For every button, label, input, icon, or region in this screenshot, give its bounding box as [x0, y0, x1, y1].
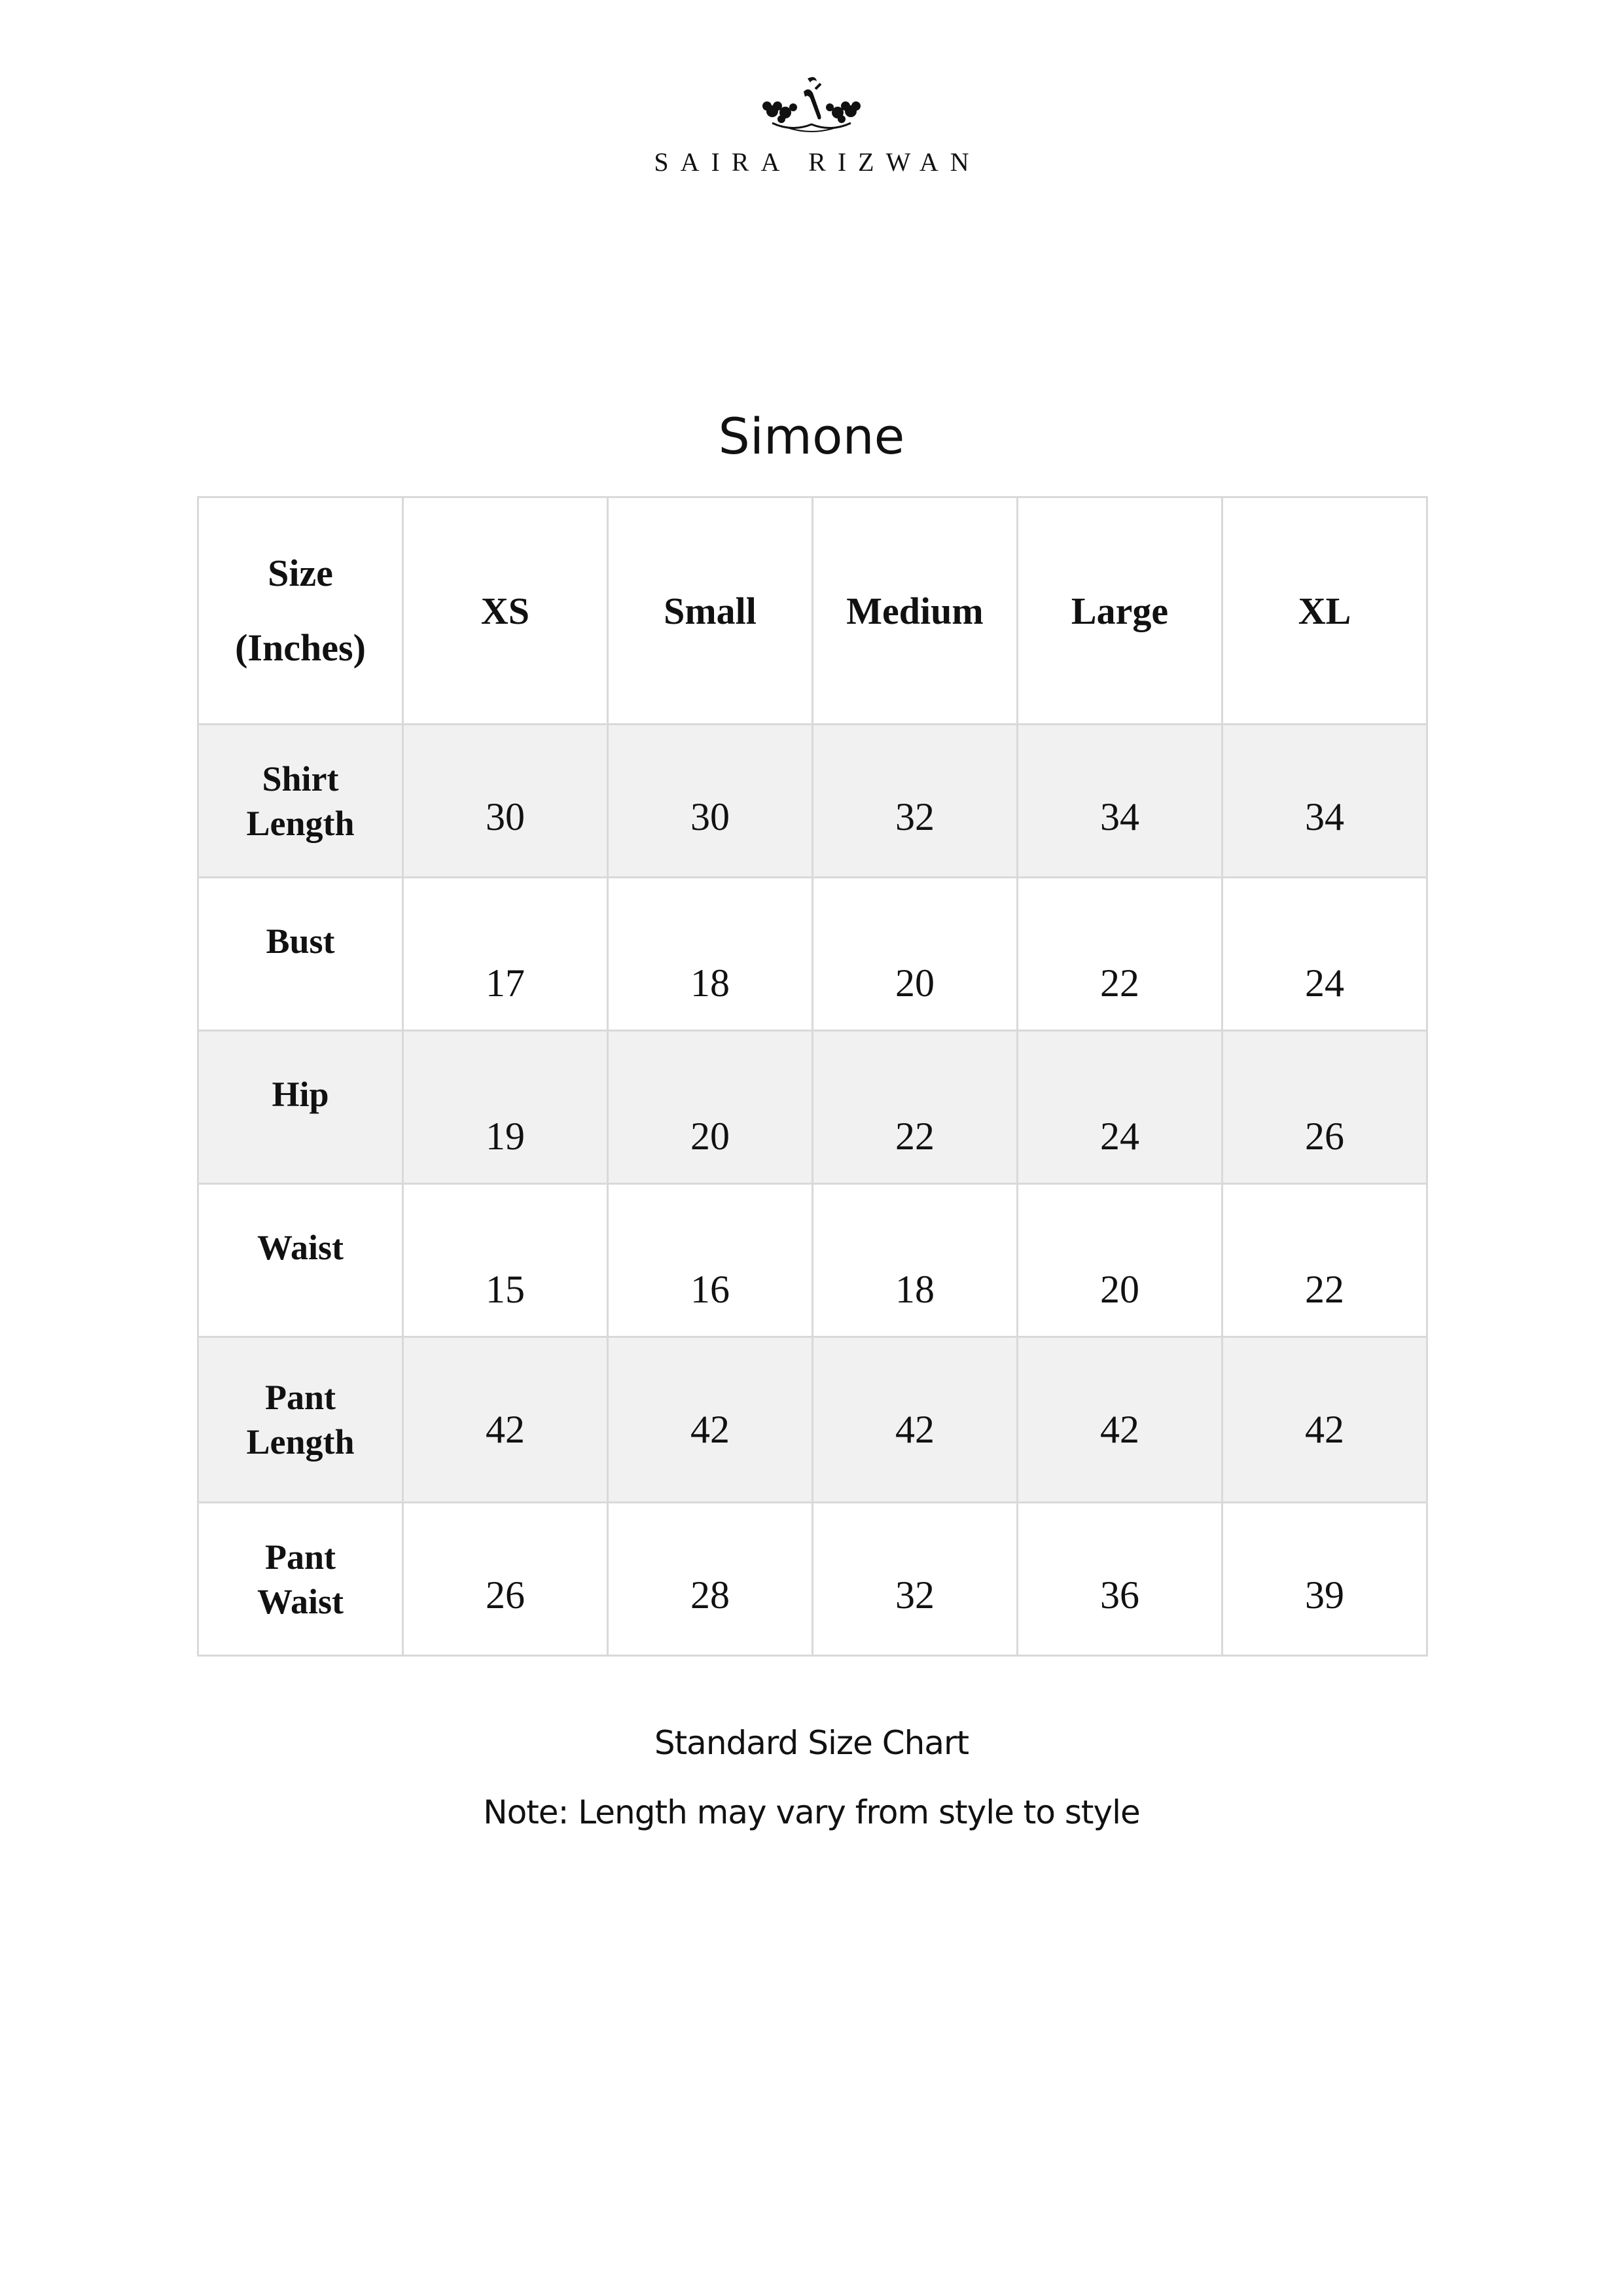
size-chart-table: [197, 496, 1428, 1657]
table-cell: 22: [1018, 878, 1222, 1031]
header-size-small: Small: [608, 497, 813, 725]
row-label-line: Waist: [257, 1228, 344, 1267]
row-label-line: Shirt: [262, 759, 339, 798]
floral-monogram-icon: [753, 72, 870, 137]
table-cell: 20: [1018, 1184, 1222, 1337]
header-size-label: Size: [268, 552, 333, 594]
header-size-large: Large: [1018, 497, 1222, 725]
table-row: [198, 725, 1427, 878]
header-size-xl: XL: [1222, 497, 1427, 725]
table-cell: 18: [813, 1184, 1018, 1337]
header-size-inches: [198, 497, 403, 725]
table-cell: 18: [608, 878, 813, 1031]
table-cell: 20: [608, 1031, 813, 1184]
table-cell: 42: [1222, 1337, 1427, 1503]
row-label-shirt-length: [198, 725, 403, 878]
table-row: [198, 1503, 1427, 1656]
table-row: [198, 878, 1427, 1031]
table-row: [198, 1337, 1427, 1503]
table-cell: 34: [1222, 725, 1427, 878]
table-cell: 15: [403, 1184, 608, 1337]
brand-name: SAIRA RIZWAN: [654, 147, 981, 177]
row-label-line: Pant: [265, 1537, 336, 1577]
length-note: Note: Length may vary from style to style: [483, 1793, 1140, 1831]
table-cell: 22: [1222, 1184, 1427, 1337]
table-cell: 24: [1222, 878, 1427, 1031]
row-label-pant-waist: [198, 1503, 403, 1656]
table-cell: 39: [1222, 1503, 1427, 1656]
table-cell: 19: [403, 1031, 608, 1184]
brand-logo: [0, 72, 1623, 177]
row-label-pant-length: [198, 1337, 403, 1503]
table-cell: 22: [813, 1031, 1018, 1184]
row-label-line: Pant: [265, 1378, 336, 1417]
row-label-line: Bust: [266, 922, 335, 961]
table-cell: 30: [403, 725, 608, 878]
table-cell: 42: [813, 1337, 1018, 1503]
table-header-row: [198, 497, 1427, 725]
row-label-bust: [198, 878, 403, 1031]
table-cell: 17: [403, 878, 608, 1031]
row-label-line: Length: [246, 803, 355, 843]
table-cell: 26: [1222, 1031, 1427, 1184]
chart-caption: Standard Size Chart: [654, 1724, 969, 1762]
table-cell: 32: [813, 1503, 1018, 1656]
product-title: Simone: [718, 407, 905, 465]
table-cell: 24: [1018, 1031, 1222, 1184]
table-cell: 30: [608, 725, 813, 878]
row-label-waist: [198, 1184, 403, 1337]
table-cell: 36: [1018, 1503, 1222, 1656]
row-label-line: Length: [246, 1422, 355, 1462]
table-cell: 34: [1018, 725, 1222, 878]
table-cell: 28: [608, 1503, 813, 1656]
table-cell: 42: [403, 1337, 608, 1503]
header-size-xs: XS: [403, 497, 608, 725]
header-size-medium: Medium: [813, 497, 1018, 725]
header-inches-label: (Inches): [235, 626, 366, 669]
table-cell: 26: [403, 1503, 608, 1656]
row-label-line: Waist: [257, 1581, 344, 1621]
row-label-line: Hip: [272, 1075, 329, 1114]
table-cell: 16: [608, 1184, 813, 1337]
table-row: [198, 1184, 1427, 1337]
table-row: [198, 1031, 1427, 1184]
table-cell: 42: [608, 1337, 813, 1503]
table-cell: 32: [813, 725, 1018, 878]
table-cell: 42: [1018, 1337, 1222, 1503]
table-cell: 20: [813, 878, 1018, 1031]
row-label-hip: [198, 1031, 403, 1184]
